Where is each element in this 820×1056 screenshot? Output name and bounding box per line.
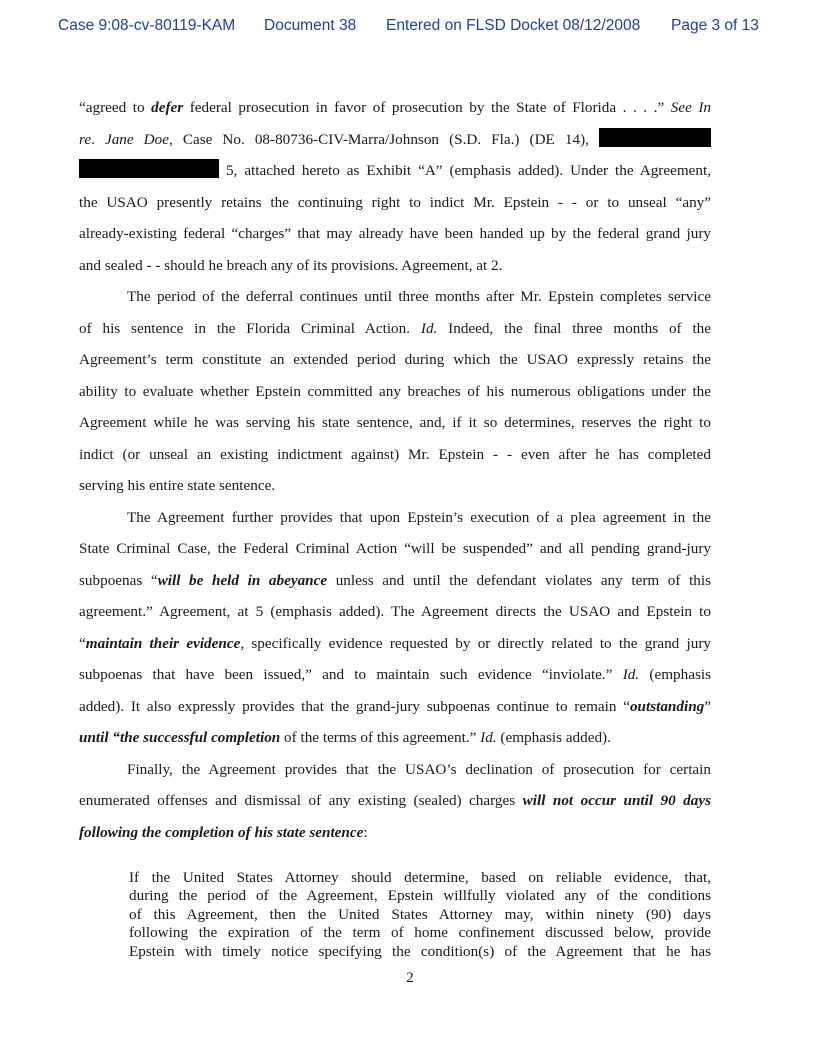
paragraph-3: The Agreement further provides that upon Epstein’s execution of a plea agreement in the State Criminal Case, the Federal Criminal Action “will be suspended” and all pending grand-jury subpoenas “will be held in abeyance unless and until the defendant violates any term of this agreement.” Agreement, at 5 (emphasis added). The Agreement directs the USAO and Epstein to “maintain their evidence, specifically evidence requested by or directly related to the grand jury subpoenas that have been issued,” and to maintain such evidence “inviolate.” Id. (emphasis added). It also expressly provides that the grand-jury subpoenas continue to remain “outstanding” until “the successful completion of the terms of this agreement.” Id. (emphasis added). bbox=[79, 508, 712, 746]
paragraph-1: “agreed to defer federal prosecution in favor of prosecution by the State of Florida . . . .” See In re. Jane Doe, Case No. 08-80736-CIV-Marra/Johnson (S.D. Fla.) (DE 14), 5, attached hereto as Exhibit “A” (emphasis added). Under the Agreement, the USAO presently retains the continuing right to indict Mr. Epstein - - or to unseal “any” already-existing federal “charges” that may already have been handed up by the federal grand jury and sealed - - should he breach any of its provisions. Agreement, at 2. bbox=[79, 99, 712, 274]
header-case-number: Case 9:08-cv-80119-KAM bbox=[58, 17, 236, 34]
header-document: Document 38 bbox=[264, 17, 357, 34]
block-quote: If the United States Attorney should determine, based on reliable evidence, that, during the period of the Agreement, Epstein willfully violated any of the conditions of this Agreement, then the United States Attorney may, within ninety (90) days following the expiration of the term of home confinement discussed below, provide Epstein with timely notice specifying the condition(s) of the Agreement that he has bbox=[129, 869, 711, 960]
page-number: 2 bbox=[406, 970, 414, 986]
paragraph-4: Finally, the Agreement provides that the USAO’s declination of prosecution for certain enumerated offenses and dismissal of any existing (sealed) charges will not occur until 90 days following the completion of his state sentence: bbox=[79, 760, 712, 841]
paragraph-2: The period of the deferral continues until three months after Mr. Epstein completes service of his sentence in the Florida Criminal Action. Id. Indeed, the final three months of the Agreement’s term constitute an extended period during which the USAO expressly retains the ability to evaluate whether Epstein committed any breaches of his numerous obligations under the Agreement while he was serving his state sentence, and, if it so determines, reserves the right to indict (or unseal an existing indictment against) Mr. Epstein - - even after he has completed serving his entire state sentence. bbox=[79, 288, 711, 494]
header-page: Page 3 of 13 bbox=[671, 17, 759, 34]
redaction-bar bbox=[599, 128, 711, 147]
redaction-bar bbox=[79, 159, 219, 178]
header-entered: Entered on FLSD Docket 08/12/2008 bbox=[386, 17, 641, 34]
document-body bbox=[79, 92, 711, 848]
